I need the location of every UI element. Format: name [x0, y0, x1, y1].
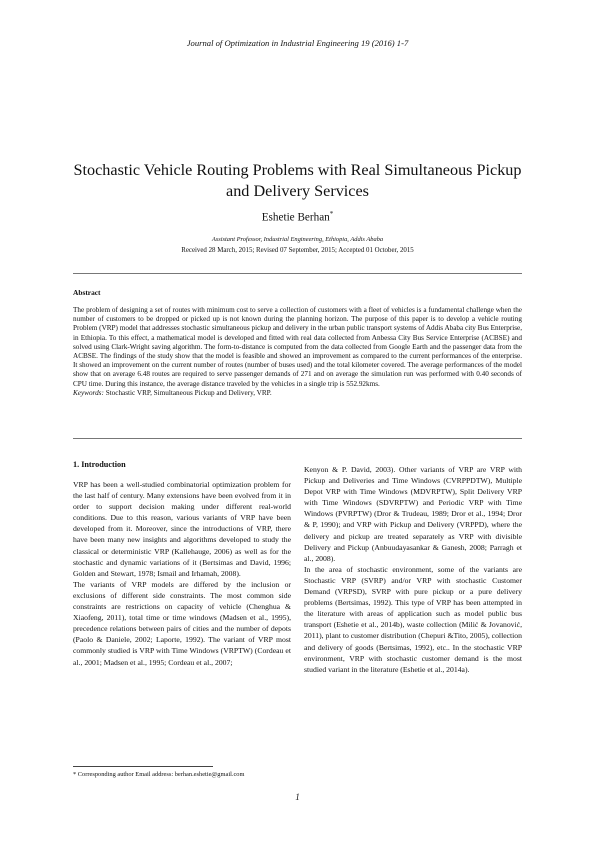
paragraph: Kenyon & P. David, 2003). Other variants of VRP are VRP with Pickup and Deliveries and Time Windows (CVRPPDTW), Multiple Depot VRP with Time Windows (MDVRPTW), Split Delivery VRP with Time Windows (SDVRPTW) and Periodic VRP with Time Windows (PVRPTW) (Dror & Trudeau, 1989; Dror et al., 1994; Dror & P, 1990); and VRP with Pickup and Delivery (VRPPD), where the delivery and pickup are treated separately as VRP with divisible Delivery and Pickup (Anbuudayasankar & Ganesh, 2008; Parragh et al., 2008). — [304, 465, 522, 563]
bottom-divider — [73, 438, 522, 439]
author-name: Eshetie Berhan — [261, 211, 330, 224]
right-column — [304, 464, 522, 675]
journal-header: Journal of Optimization in Industrial Engineering 19 (2016) 1-7 — [186, 38, 409, 48]
footnote: * Corresponding author Email address: berhan.eshetie@gmail.com — [73, 771, 245, 778]
keywords: Stochastic VRP, Simultaneous Pickup and Delivery, VRP. — [103, 388, 272, 397]
author-mark: * — [329, 210, 334, 218]
submission-dates: Received 28 March, 2015; Revised 07 September, 2015; Accepted 01 October, 2015 — [181, 247, 414, 254]
abstract-block — [73, 306, 522, 398]
keywords-label: Keywords: — [73, 388, 104, 397]
section-heading: 1. Introduction — [73, 460, 126, 469]
footnote-divider — [73, 766, 213, 767]
abstract-text: The problem of designing a set of routes with minimum cost to serve a collection of customers with a fleet of vehicles is a fundamental challenge when the number of customers to be dropped or picked up is not known during the planning horizon. The purpose of this paper is to develop a vehicle routing Problem (VRP) model that addresses stochastic simultaneous pickup and delivery in the urban public transport systems of Addis Ababa city Bus Enterprise, in Ethiopia. To this effect, a mathematical model is developed and fitted with real data collected from Anbessa City Bus Service Enterprise (ACBSE) and solved using Clark-Wright saving algorithm. The form-to-distance is computed from the data collected from Google Earth and the passenger data from the ACBSE. The findings of the study show that the model is feasible and showed an improvement as compared to the current performances of the enterprise. It showed an improvement on the current number of routes (number of buses used) and the total kilometer covered. The average performances of the model show that on average 6.48 routes are required to serve passenger demands of 271 and on average the simulation run was performed with 0.40 seconds of CPU time. During this instance, the average distance traveled by the vehicles in a single trip is 552.92kms. — [73, 306, 522, 388]
abstract-heading: Abstract — [73, 288, 101, 297]
author-line — [0, 210, 595, 224]
paragraph: VRP has been a well-studied combinatorial optimization problem for the last half of century. Many extensions have been evolved from it in order to support decision making under different real-world conditions. Due to this reason, various variants of VRP have been developed from it. Moreover, since the introductions of VRP, there have been many new insights and algorithms developed to study the classical or deterministic VRP (Kallehauge, 2006) as well as for the stochastic and dynamic variations of it (Bertsimas and David, 1996; Golden and Stewart, 1978; Ismail and Irhamah, 2008). — [73, 480, 291, 578]
paragraph: In the area of stochastic environment, some of the variants are Stochastic VRP (SVRP) and/or VRP with stochastic Customer Demand (VRPSD), SVRP with pure pickup or a pure delivery problems (Bertsimas, 1992). This type of VRP has been attempted in the literature with areas of application such as model public bus transport (Eshetie et al., 2014b), waste collection (Milić & Jovanović, 2011), plant to customer distribution (Chepuri &Tito, 2005), collection and delivery of goods (Bertsimas, 1992), etc.. In the stochastic VRP environment, VRP with stochastic customer demand is the most studied variant in the literature (Eshetie et al., 2014a). — [304, 564, 522, 674]
left-column — [73, 479, 291, 668]
paragraph: The variants of VRP models are differed by the inclusion or exclusions of different side constraints. The most common side constraints are restrictions on capacity of vehicle (Chenghua & Xiaofeng, 2011), total time or time windows (Madsen et al., 1995), precedence relations between pairs of cities and the number of depots (Paolo & Daniele, 2002; Laporte, 1992). The variant of VRP most commonly studied is VRP with Time Windows (VRPTW) (Cordeau et al., 2001; Madsen et al., 1995; Cordeau et al., 2007; — [73, 579, 291, 667]
page-number: 1 — [295, 792, 300, 802]
top-divider — [73, 273, 522, 274]
affiliation: Assistant Professor, Industrial Engineering, Ethiopia, Addis Ababa — [211, 236, 384, 243]
paper-title: Stochastic Vehicle Routing Problems with Real Simultaneous Pickup and Delivery Services — [73, 161, 522, 200]
